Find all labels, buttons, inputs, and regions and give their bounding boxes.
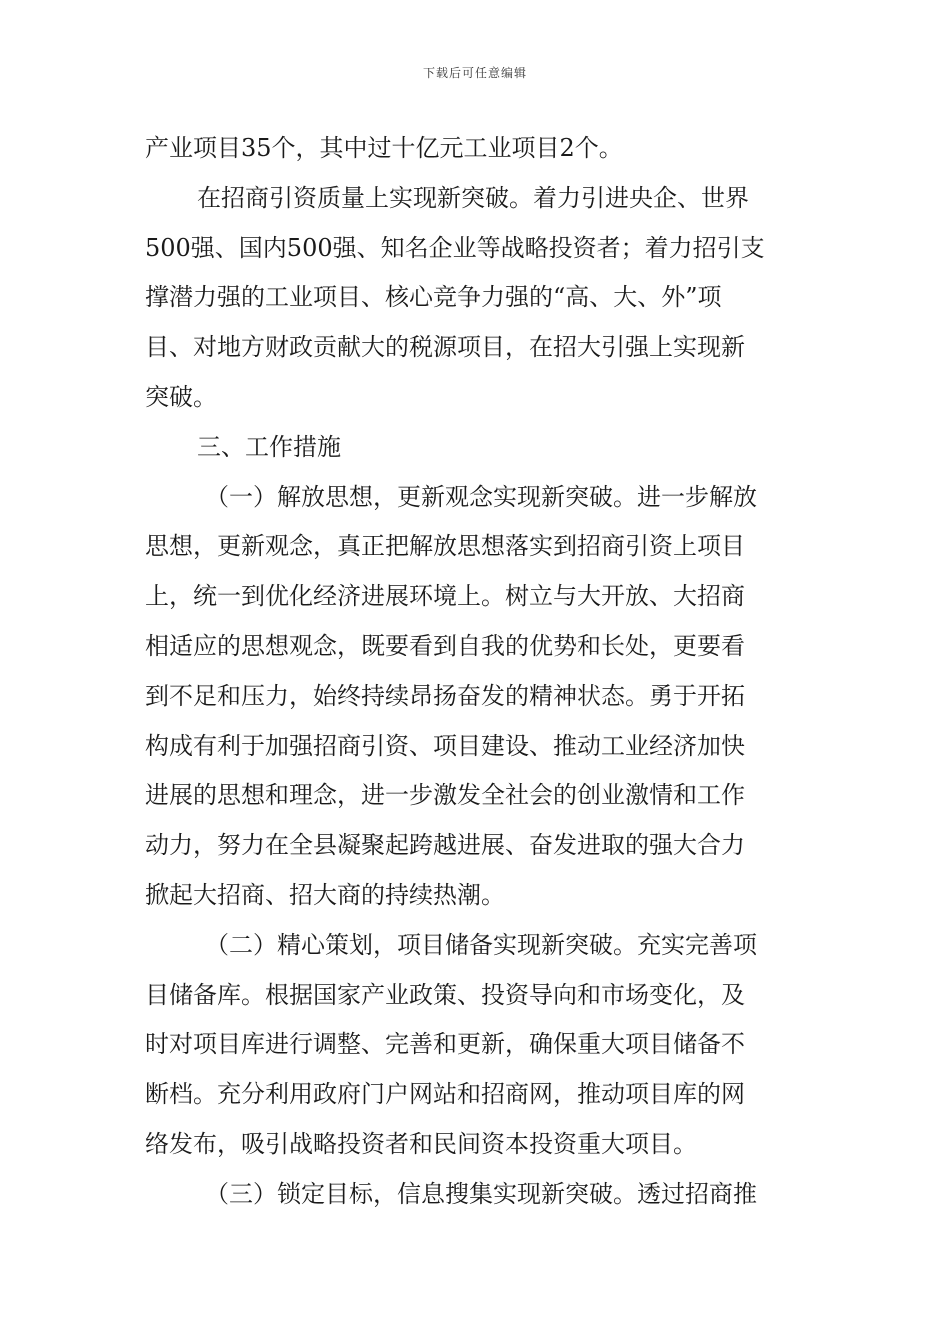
text-line: 目储备库。根据国家产业政策、投资导向和市场变化，及 xyxy=(145,980,745,1009)
text-line: 进展的思想和理念，进一步激发全社会的创业激情和工作 xyxy=(145,781,745,810)
text-line: 思想，更新观念，真正把解放思想落实到招商引资上项目 xyxy=(145,532,745,561)
page-header-note: 下载后可任意编辑 xyxy=(422,66,527,80)
subsection-heading: （二）精心策划，项目储备实现新突破。充实完善项 xyxy=(205,930,757,959)
text-line: 时对项目库进行调整、完善和更新，确保重大项目储备不 xyxy=(145,1030,745,1059)
section-heading: 三、工作措施 xyxy=(197,432,341,461)
document-body xyxy=(145,124,807,1220)
subsection-heading: （一）解放思想，更新观念实现新突破。进一步解放 xyxy=(205,482,757,511)
text-line: 到不足和压力，始终持续昂扬奋发的精神状态。勇于开拓 xyxy=(145,681,745,710)
text-line: 突破。 xyxy=(145,382,217,411)
subsection-heading: （三）锁定目标，信息搜集实现新突破。透过招商推 xyxy=(205,1179,757,1208)
text-line: 产业项目35个，其中过十亿元工业项目2个。 xyxy=(145,134,623,162)
text-line: 500强、国内500强、知名企业等战略投资者；着力招引支 xyxy=(145,233,765,262)
text-line: 构成有利于加强招商引资、项目建设、推动工业经济加快 xyxy=(145,731,745,760)
text-line: 相适应的思想观念，既要看到自我的优势和长处，更要看 xyxy=(145,631,745,660)
text-line: 动力，努力在全县凝聚起跨越进展、奋发进取的强大合力 xyxy=(145,831,745,860)
text-line: 目、对地方财政贡献大的税源项目，在招大引强上实现新 xyxy=(145,333,745,362)
text-line: 断档。充分利用政府门户网站和招商网，推动项目库的网 xyxy=(145,1080,745,1109)
text-line: 络发布，吸引战略投资者和民间资本投资重大项目。 xyxy=(145,1129,697,1158)
text-line: 上，统一到优化经济进展环境上。树立与大开放、大招商 xyxy=(145,582,745,611)
text-line: 掀起大招商、招大商的持续热潮。 xyxy=(145,880,505,909)
text-line: 撑潜力强的工业项目、核心竞争力强的“高、大、外”项 xyxy=(145,283,722,312)
text-line: 在招商引资质量上实现新突破。着力引进央企、世界 xyxy=(197,183,749,212)
